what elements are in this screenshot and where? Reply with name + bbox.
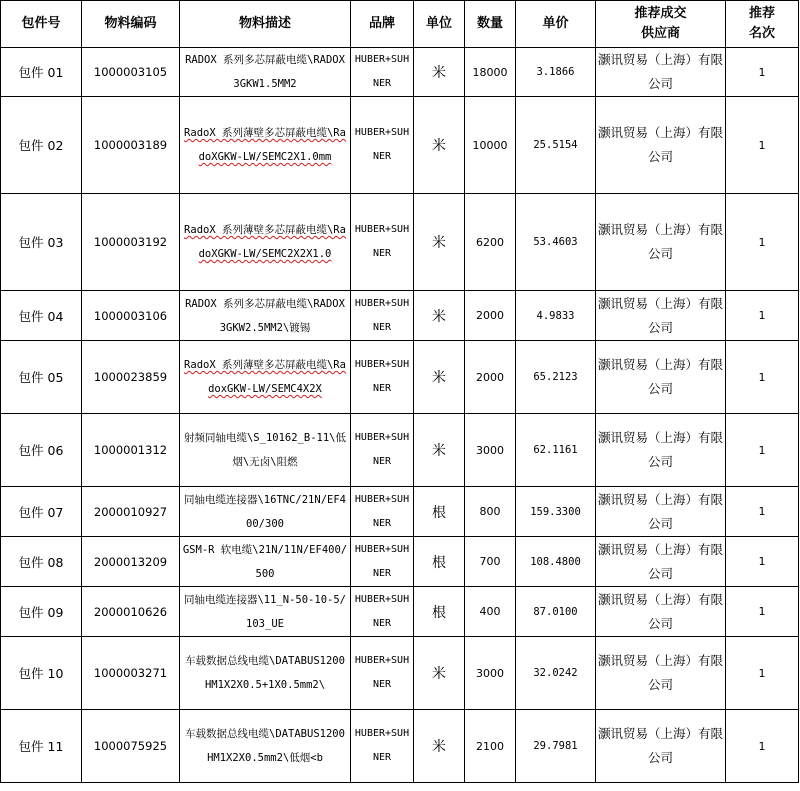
brand-cell: HUBER+SUHNER — [351, 537, 414, 587]
package-no-cell: 包件 01 — [1, 48, 82, 97]
material-description-cell: GSM-R 软电缆\21N/11N/EF400/500 — [180, 537, 351, 587]
package-no-cell: 包件 11 — [1, 710, 82, 783]
rank-cell: 1 — [726, 414, 799, 487]
material-description-cell: 同轴电缆连接器\16TNC/21N/EF400/300 — [180, 487, 351, 537]
supplier-cell: 灏讯贸易（上海）有限公司 — [596, 710, 726, 783]
supplier-cell: 灏讯贸易（上海）有限公司 — [596, 537, 726, 587]
material-description-cell: 同轴电缆连接器\11_N-50-10-5/103_UE — [180, 587, 351, 637]
supplier-cell: 灏讯贸易（上海）有限公司 — [596, 194, 726, 291]
material-code-cell: 1000001312 — [82, 414, 180, 487]
unit-price-cell: 3.1866 — [516, 48, 596, 97]
rank-cell: 1 — [726, 587, 799, 637]
table-row — [1, 487, 799, 537]
supplier-cell: 灏讯贸易（上海）有限公司 — [596, 587, 726, 637]
unit-price-cell: 108.4800 — [516, 537, 596, 587]
header-brand: 品牌 — [351, 1, 414, 48]
table-header-row — [1, 1, 799, 48]
supplier-cell: 灏讯贸易（上海）有限公司 — [596, 414, 726, 487]
rank-cell: 1 — [726, 537, 799, 587]
material-code-cell: 1000023859 — [82, 341, 180, 414]
material-code-cell: 1000003106 — [82, 291, 180, 341]
rank-cell: 1 — [726, 637, 799, 710]
table-row — [1, 194, 799, 291]
header-quantity: 数量 — [465, 1, 516, 48]
material-code-cell: 1000075925 — [82, 710, 180, 783]
header-unit-price: 单价 — [516, 1, 596, 48]
rank-cell: 1 — [726, 341, 799, 414]
brand-cell: HUBER+SUHNER — [351, 341, 414, 414]
quantity-cell: 2100 — [465, 710, 516, 783]
table-row — [1, 341, 799, 414]
header-recommended-supplier — [596, 1, 726, 48]
brand-cell: HUBER+SUHNER — [351, 414, 414, 487]
header-package-no: 包件号 — [1, 1, 82, 48]
material-code-cell: 1000003105 — [82, 48, 180, 97]
material-code-cell: 1000003192 — [82, 194, 180, 291]
package-no-cell: 包件 06 — [1, 414, 82, 487]
quantity-cell: 2000 — [465, 291, 516, 341]
table-row — [1, 48, 799, 97]
unit-cell: 米 — [414, 637, 465, 710]
material-description-cell: RadoX 系列薄壁多芯屏蔽电缆\RadoxGKW-LW/SEMC4X2X — [180, 341, 351, 414]
material-description-cell: 射频同轴电缆\S_10162_B-11\低烟\无卤\阻燃 — [180, 414, 351, 487]
header-material-code: 物料编码 — [82, 1, 180, 48]
rank-cell: 1 — [726, 291, 799, 341]
material-description-cell: 车载数据总线电缆\DATABUS1200HM1X2X0.5mm2\低烟<b — [180, 710, 351, 783]
material-description-cell: RadoX 系列薄壁多芯屏蔽电缆\RadoXGKW-LW/SEMC2X1.0mm — [180, 97, 351, 194]
material-code-cell: 2000010927 — [82, 487, 180, 537]
unit-price-cell: 53.4603 — [516, 194, 596, 291]
unit-price-cell: 4.9833 — [516, 291, 596, 341]
unit-price-cell: 62.1161 — [516, 414, 596, 487]
brand-cell: HUBER+SUHNER — [351, 487, 414, 537]
unit-price-cell: 159.3300 — [516, 487, 596, 537]
header-rank-line2: 名次 — [748, 26, 775, 41]
material-code-cell: 2000010626 — [82, 587, 180, 637]
brand-cell: HUBER+SUHNER — [351, 48, 414, 97]
table-row — [1, 537, 799, 587]
supplier-cell: 灏讯贸易（上海）有限公司 — [596, 487, 726, 537]
material-description-cell: RadoX 系列薄壁多芯屏蔽电缆\RadoXGKW-LW/SEMC2X2X1.0 — [180, 194, 351, 291]
unit-cell: 根 — [414, 537, 465, 587]
quantity-cell: 6200 — [465, 194, 516, 291]
unit-cell: 根 — [414, 587, 465, 637]
rank-cell: 1 — [726, 97, 799, 194]
rank-cell: 1 — [726, 710, 799, 783]
table-row — [1, 587, 799, 637]
unit-cell: 米 — [414, 341, 465, 414]
material-description-cell: RADOX 系列多芯屏蔽电缆\RADOX3GKW2.5MM2\镀锡 — [180, 291, 351, 341]
material-description-cell: 车载数据总线电缆\DATABUS1200HM1X2X0.5+1X0.5mm2\ — [180, 637, 351, 710]
brand-cell: HUBER+SUHNER — [351, 97, 414, 194]
package-no-cell: 包件 08 — [1, 537, 82, 587]
package-no-cell: 包件 09 — [1, 587, 82, 637]
material-description-cell: RADOX 系列多芯屏蔽电缆\RADOX3GKW1.5MM2 — [180, 48, 351, 97]
header-material-description: 物料描述 — [180, 1, 351, 48]
unit-price-cell: 87.0100 — [516, 587, 596, 637]
unit-cell: 米 — [414, 97, 465, 194]
rank-cell: 1 — [726, 487, 799, 537]
table-row — [1, 637, 799, 710]
header-recommended-rank — [726, 1, 799, 48]
unit-price-cell: 25.5154 — [516, 97, 596, 194]
brand-cell: HUBER+SUHNER — [351, 710, 414, 783]
unit-price-cell: 32.0242 — [516, 637, 596, 710]
unit-cell: 米 — [414, 710, 465, 783]
table-row — [1, 291, 799, 341]
unit-cell: 米 — [414, 194, 465, 291]
unit-cell: 米 — [414, 48, 465, 97]
table-row — [1, 97, 799, 194]
unit-cell: 米 — [414, 291, 465, 341]
supplier-cell: 灏讯贸易（上海）有限公司 — [596, 291, 726, 341]
table-row — [1, 414, 799, 487]
unit-cell: 米 — [414, 414, 465, 487]
unit-price-cell: 29.7981 — [516, 710, 596, 783]
header-rank-line1: 推荐 — [748, 6, 775, 21]
package-no-cell: 包件 03 — [1, 194, 82, 291]
rank-cell: 1 — [726, 194, 799, 291]
package-no-cell: 包件 10 — [1, 637, 82, 710]
brand-cell: HUBER+SUHNER — [351, 587, 414, 637]
supplier-cell: 灏讯贸易（上海）有限公司 — [596, 97, 726, 194]
quantity-cell: 10000 — [465, 97, 516, 194]
brand-cell: HUBER+SUHNER — [351, 194, 414, 291]
header-supplier-line2: 供应商 — [640, 26, 680, 41]
package-no-cell: 包件 02 — [1, 97, 82, 194]
quantity-cell: 3000 — [465, 414, 516, 487]
package-no-cell: 包件 04 — [1, 291, 82, 341]
material-code-cell: 2000013209 — [82, 537, 180, 587]
package-no-cell: 包件 07 — [1, 487, 82, 537]
package-no-cell: 包件 05 — [1, 341, 82, 414]
supplier-cell: 灏讯贸易（上海）有限公司 — [596, 341, 726, 414]
quantity-cell: 18000 — [465, 48, 516, 97]
header-supplier-line1: 推荐成交 — [634, 6, 687, 21]
material-code-cell: 1000003189 — [82, 97, 180, 194]
brand-cell: HUBER+SUHNER — [351, 291, 414, 341]
supplier-cell: 灏讯贸易（上海）有限公司 — [596, 48, 726, 97]
quantity-cell: 800 — [465, 487, 516, 537]
table-row — [1, 710, 799, 783]
rank-cell: 1 — [726, 48, 799, 97]
quantity-cell: 400 — [465, 587, 516, 637]
unit-cell: 根 — [414, 487, 465, 537]
quantity-cell: 2000 — [465, 341, 516, 414]
unit-price-cell: 65.2123 — [516, 341, 596, 414]
quantity-cell: 700 — [465, 537, 516, 587]
table-body — [1, 48, 799, 783]
supplier-cell: 灏讯贸易（上海）有限公司 — [596, 637, 726, 710]
header-unit: 单位 — [414, 1, 465, 48]
quantity-cell: 3000 — [465, 637, 516, 710]
brand-cell: HUBER+SUHNER — [351, 637, 414, 710]
material-code-cell: 1000003271 — [82, 637, 180, 710]
